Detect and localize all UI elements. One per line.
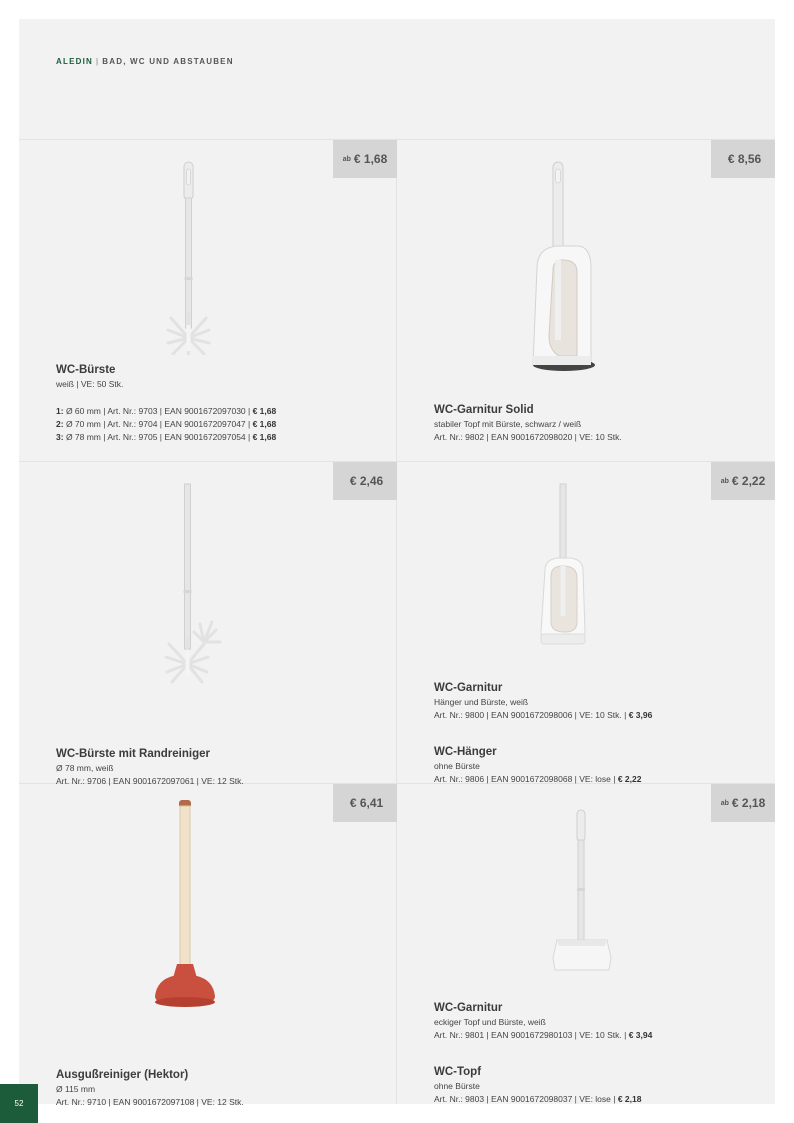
product-title: WC-Hänger	[434, 746, 497, 758]
price-value: € 6,41	[349, 796, 384, 810]
product-description: Hänger und Bürste, weiß	[434, 697, 529, 707]
price-tag	[711, 140, 775, 178]
price-tag	[711, 784, 775, 822]
variant-row: 1: Ø 60 mm | Art. Nr.: 9703 | EAN 9001672097030 | € 1,68	[56, 406, 277, 416]
product-title: WC-Topf	[434, 1066, 482, 1078]
product-cell-wc-buerste	[19, 140, 397, 462]
price-value: € 1,68	[353, 152, 388, 166]
price-tag	[333, 462, 397, 500]
price-prefix: ab	[720, 799, 729, 807]
product-description: Ø 115 mm	[56, 1084, 96, 1094]
price-tag	[333, 784, 397, 822]
variant-row: 3: Ø 78 mm | Art. Nr.: 9705 | EAN 9001672097054 | € 1,68	[56, 432, 277, 442]
product-subtitle: weiß | VE: 50 Stk.	[56, 379, 124, 389]
page-number: 52	[0, 1084, 38, 1123]
product-article-info: Art. Nr.: 9706 | EAN 9001672097061 | VE: 12 Stk.	[56, 776, 244, 786]
toilet-brush-set-solid-image	[527, 160, 599, 372]
product-cell-ausgussreiniger	[19, 784, 397, 1106]
product-cell-wc-buerste-randreiniger	[19, 462, 397, 784]
toilet-brush-image	[164, 160, 214, 355]
product-info	[56, 747, 244, 788]
product-article-info: Art. Nr.: 9801 | EAN 9001672980103 | VE: 10 Stk. | € 3,94	[434, 1030, 653, 1040]
price-prefix: ab	[342, 155, 351, 163]
product-info	[434, 745, 641, 786]
product-title: WC-Garnitur	[434, 682, 503, 694]
product-description: eckiger Topf und Bürste, weiß	[434, 1017, 546, 1027]
product-title: WC-Garnitur Solid	[434, 404, 534, 416]
toilet-brush-rim-cleaner-image	[164, 482, 224, 687]
product-article-info: Art. Nr.: 9800 | EAN 9001672098006 | VE: 10 Stk. | € 3,96	[434, 710, 653, 720]
price-value: € 8,56	[727, 152, 762, 166]
variant-row: 2: Ø 70 mm | Art. Nr.: 9704 | EAN 9001672097047 | € 1,68	[56, 419, 277, 429]
product-article-info: Art. Nr.: 9802 | EAN 9001672098020 | VE: 10 Stk.	[434, 432, 622, 442]
price-value: € 2,18	[731, 796, 766, 810]
product-title: Ausgußreiniger (Hektor)	[56, 1069, 189, 1081]
price-prefix: ab	[720, 477, 729, 485]
section-title: BAD, WC UND ABSTAUBEN	[102, 57, 234, 66]
product-info	[434, 1001, 652, 1042]
product-title: WC-Garnitur	[434, 1002, 503, 1014]
product-info	[56, 1068, 244, 1109]
product-description: stabiler Topf mit Bürste, schwarz / weiß	[434, 419, 582, 429]
price-tag	[333, 140, 397, 178]
product-article-info: Art. Nr.: 9806 | EAN 9001672098068 | VE: lose | € 2,22	[434, 774, 642, 784]
brand-name: ALEDIN	[56, 57, 93, 66]
product-cell-wc-garnitur-eckig	[397, 784, 775, 1106]
toilet-brush-hanger-image	[535, 482, 593, 652]
toilet-brush-square-pot-image	[547, 808, 617, 972]
product-article-info: Art. Nr.: 9803 | EAN 9001672098037 | VE: lose | € 2,18	[434, 1094, 642, 1104]
price-value: € 2,46	[349, 474, 384, 488]
header-separator: |	[95, 57, 100, 66]
price-value: € 2,22	[731, 474, 766, 488]
product-info	[434, 403, 622, 444]
product-title: WC-Bürste mit Randreiniger	[56, 748, 210, 760]
product-title: WC-Bürste	[56, 364, 116, 376]
catalog-page	[19, 19, 775, 1107]
product-article-info: Art. Nr.: 9710 | EAN 9001672097108 | VE: 12 Stk.	[56, 1097, 244, 1107]
product-cell-wc-garnitur-solid	[397, 140, 775, 462]
product-info	[434, 681, 652, 722]
product-info	[434, 1065, 641, 1106]
plunger-image	[151, 798, 221, 1010]
price-tag	[711, 462, 775, 500]
product-description: ohne Bürste	[434, 1081, 480, 1091]
page-header	[56, 57, 234, 66]
product-description: Ø 78 mm, weiß	[56, 763, 114, 773]
product-info	[56, 363, 276, 444]
product-description: ohne Bürste	[434, 761, 480, 771]
product-cell-wc-garnitur-haenger	[397, 462, 775, 784]
